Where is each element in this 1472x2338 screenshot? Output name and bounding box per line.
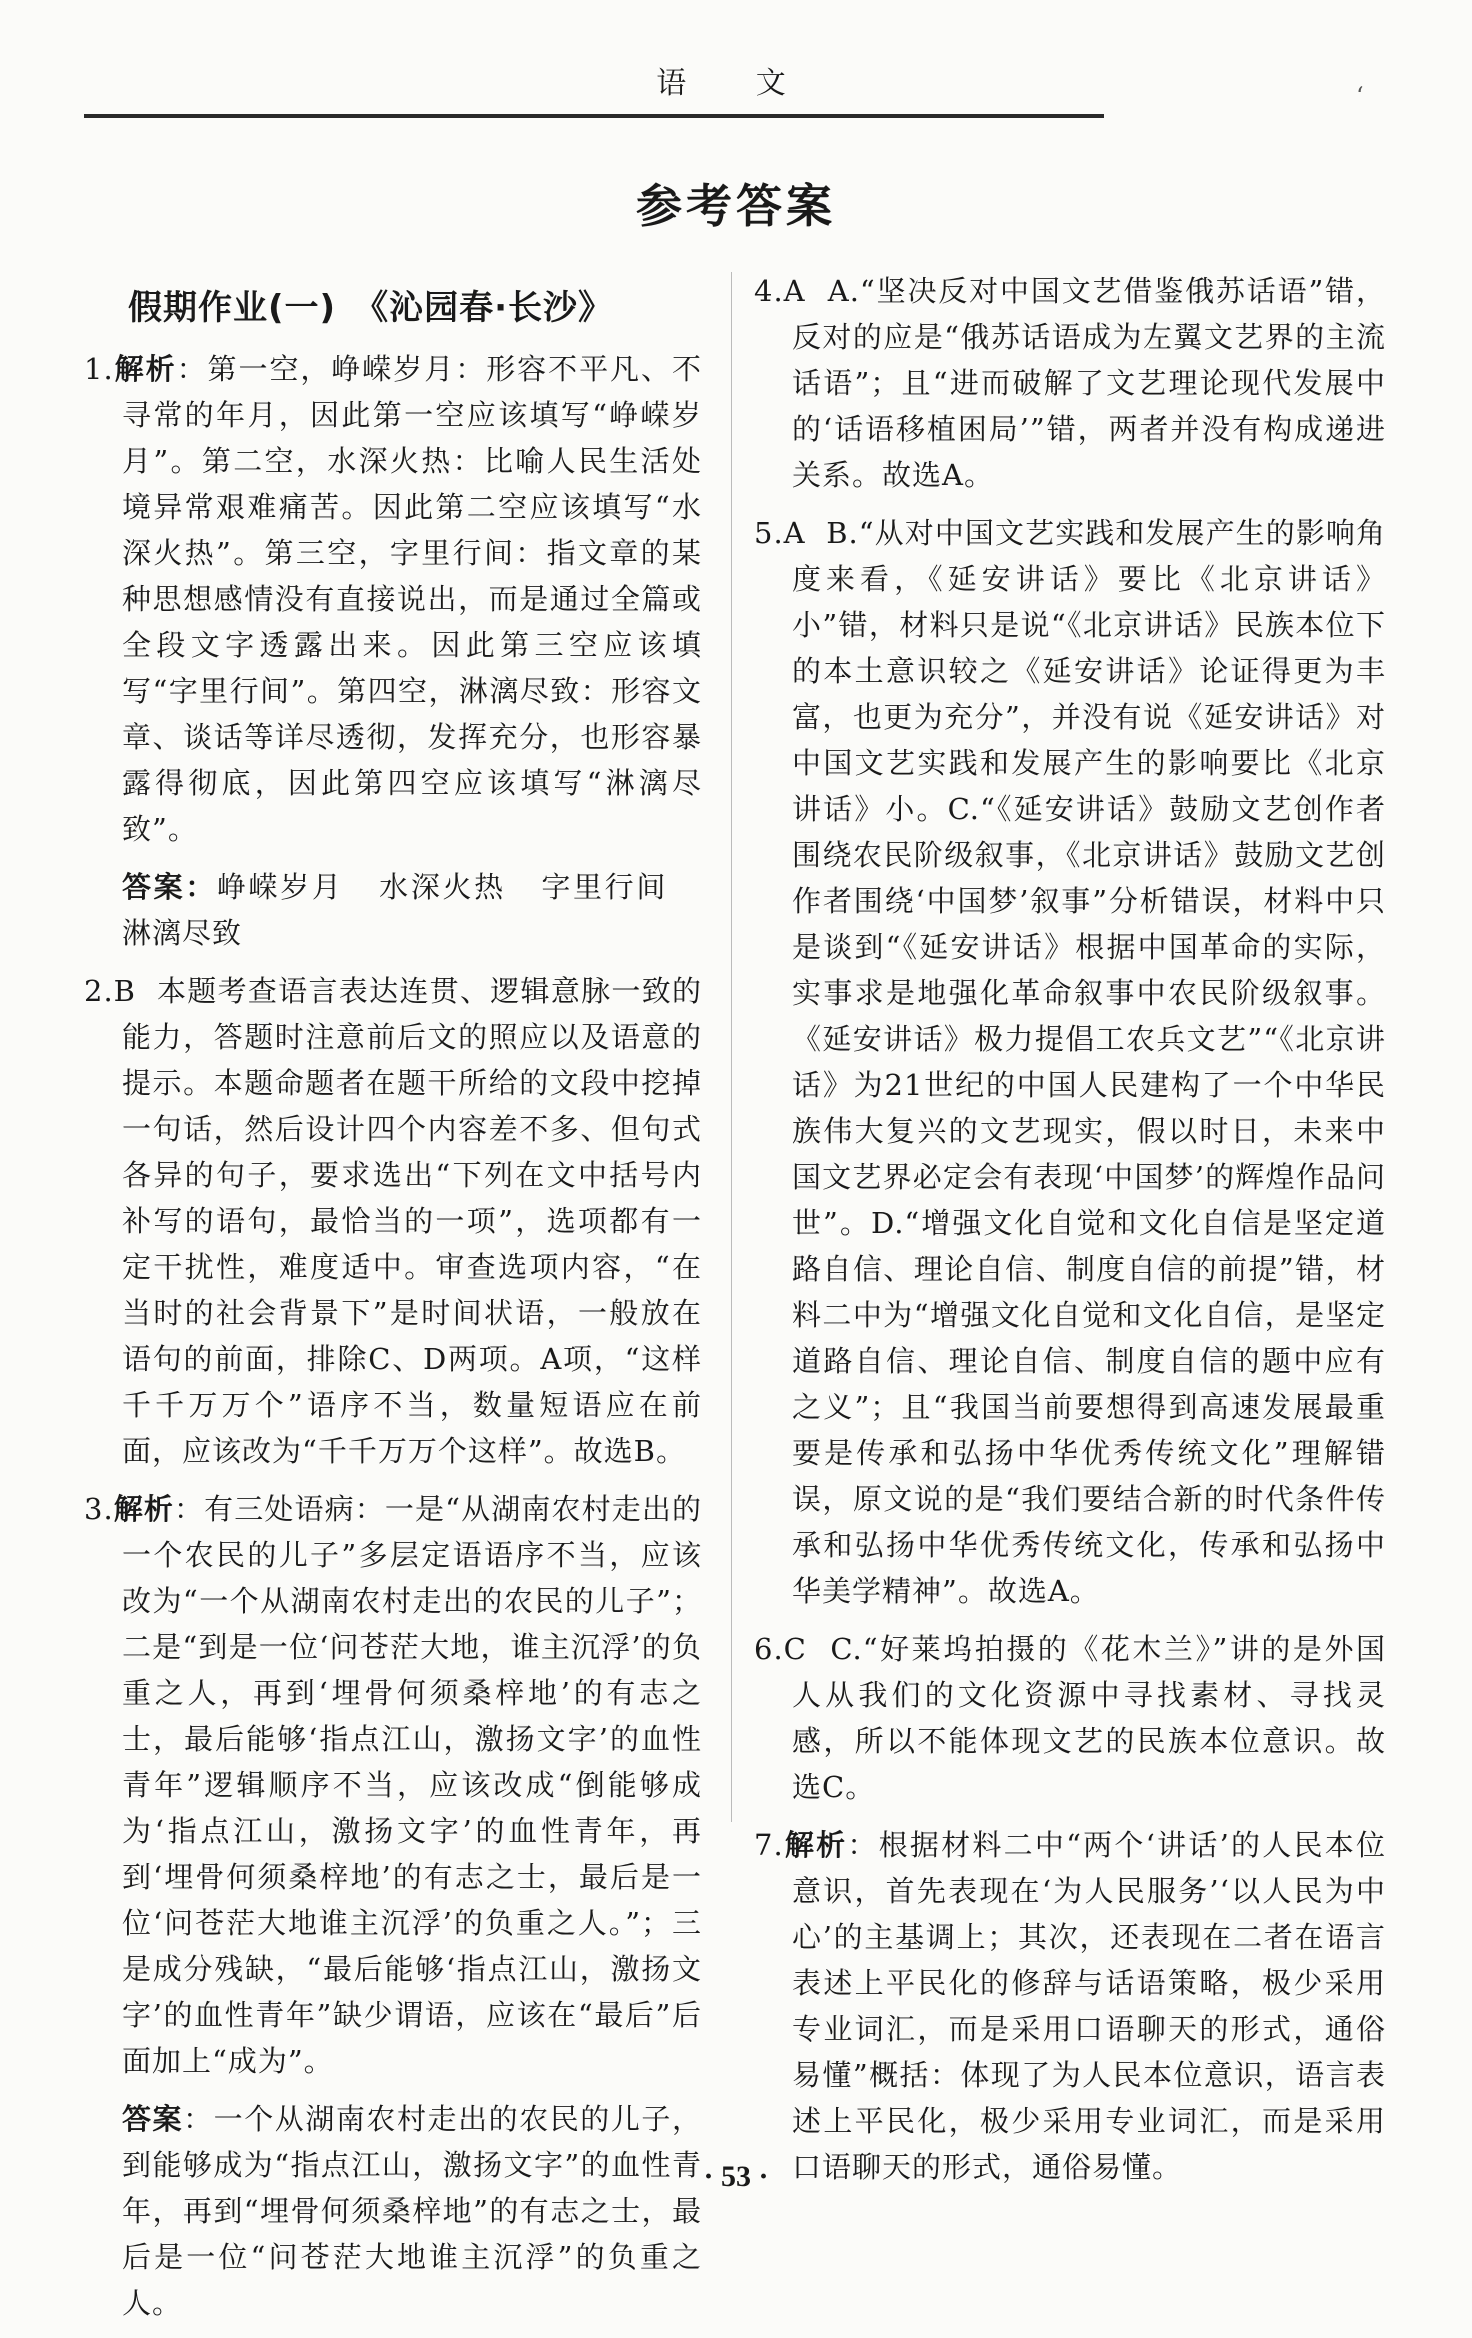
page-number: · 53 ·	[703, 2160, 769, 2193]
left-column	[84, 280, 702, 2338]
answer-item-2	[84, 968, 702, 1474]
item-text: 本题考查语言表达连贯、逻辑意脉一致的能力，答题时注意前后文的照应以及语意的提示。本题命题者在题干所给的文段中挖掉一句话，然后设计四个内容差不多、但句式各异的句子，要求选出“下列在文中括号内补写的语句，最恰当的一项”，选项都有一定干扰性，难度适中。审查选项内容，“在当时的社会背景下”是时间状语，一般放在语句的前面，排除C、D两项。A项，“这样千千万万个”语序不当，数量短语应在前面，应该改为“千千万万个这样”。故选B。	[122, 974, 702, 1468]
answer-item-1	[84, 346, 702, 852]
corner-mark: ‘	[1356, 82, 1364, 110]
answer-label: 答案	[122, 2102, 184, 2136]
item-text: ：第一空，峥嵘岁月：形容不平凡、不寻常的年月，因此第一空应该填写“峥嵘岁月”。第二空，水深火热：比喻人民生活处境异常艰难痛苦。因此第二空应该填写“水深火热”。第三空，字里行间：指文章的某种思想感情没有直接说出，而是通过全篇或全段文字透露出来。因此第三空应该填写“字里行间”。第四空，淋漓尽致：形容文章、谈话等详尽透彻，发挥充分，也形容暴露得彻底，因此第四空应该填写“淋漓尽致”。	[122, 352, 702, 846]
item-number: 1.	[84, 352, 114, 386]
answer-item-6	[754, 1626, 1386, 1810]
item-text: ：根据材料二中“两个‘讲话’的人民本位意识，首先表现在‘为人民服务’‘以人民为中心’的主基调上；其次，还表现在二者在语言表述上平民化的修辞与话语策略，极少采用专业词汇，而是采用口语聊天的形式，通俗易懂”概括：体现了为人民本位意识，语言表述上平民化，极少采用专业词汇，而是采用口语聊天的形式，通俗易懂。	[792, 1828, 1386, 2184]
item-number: 6.C	[754, 1632, 807, 1666]
header-rule	[84, 114, 1104, 118]
item-number: 3.	[84, 1492, 114, 1526]
answer-value: 水深火热	[377, 870, 506, 904]
answer-value: 字里行间	[539, 870, 668, 904]
running-head: 语 文	[656, 66, 816, 101]
item-text: A.“坚决反对中国文艺借鉴俄苏话语”错，反对的应是“俄苏话语成为左翼文艺界的主流话语”；且“进而破解了文艺理论现代发展中的‘话语移植困局’”错，两者并没有构成递进关系。故选A。	[792, 274, 1386, 492]
item-number: 2.B	[84, 974, 136, 1008]
answer-item-5	[754, 510, 1386, 1614]
answer-value: 峥嵘岁月	[216, 870, 344, 904]
item-text: C.“好莱坞拍摄的《花木兰》”讲的是外国人从我们的文化资源中寻找素材、寻找灵感，所以不能体现文艺的民族本位意识。故选C。	[792, 1632, 1387, 1804]
item-label: 解析	[113, 352, 177, 386]
answer-item-7	[754, 1822, 1386, 2190]
answer-item-4	[754, 268, 1386, 498]
answer-line-1: 答案：峥嵘岁月 水深火热 字里行间淋漓尽致	[122, 870, 668, 950]
item-text: ：有三处语病：一是“从湖南农村走出的一个农民的儿子”多层定语语序不当，应该改为“一个从湖南农村走出的农民的儿子”；二是“到是一位‘问苍茫大地，谁主沉浮’的负重之人，再到‘埋骨何须桑梓地’的有志之士，最后能够‘指点江山，激扬文字’的血性青年”逻辑顺序不当，应该改成“倒能够成为‘指点江山，激扬文字’的血性青年，再到‘埋骨何须桑梓地’的有志之士，最后是一位‘问苍茫大地谁主沉浮’的负重之人。”；三是成分残缺，“最后能够‘指点江山，激扬文字’的血性青年”缺少谓语，应该在“最后”后面加上“成为”。	[122, 1492, 702, 2078]
right-column	[754, 268, 1386, 2202]
page-title: 参考答案	[636, 179, 836, 233]
section-title: 假期作业(一) 《沁园春·长沙》	[128, 288, 613, 328]
column-divider	[731, 272, 732, 1822]
answer-value: 淋漓尽致	[122, 916, 243, 950]
answer-item-3	[84, 1486, 702, 2084]
answer-label: 答案	[122, 870, 186, 904]
item-text: B.“从对中国文艺实践和发展产生的影响角度来看，《延安讲话》要比《北京讲话》小”错，材料只是说“《北京讲话》民族本位下的本土意识较之《延安讲话》论证得更为丰富，也更为充分”，并没有说《延安讲话》对中国文艺实践和发展产生的影响要比《北京讲话》小。C.“《延安讲话》鼓励文艺创作者围绕农民阶级叙事，《北京讲话》鼓励文艺创作者围绕‘中国梦’叙事”分析错误，材料中只是谈到“《延安讲话》根据中国革命的实际，实事求是地强化革命叙事中农民阶级叙事。《延安讲话》极力提倡工农兵文艺”“《北京讲话》为21世纪的中国人民建构了一个中华民族伟大复兴的文艺现实，假以时日，未来中国文艺界必定会有表现‘中国梦’的辉煌作品问世”。D.“增强文化自觉和文化自信是坚定道路自信、理论自信、制度自信的前提”错，材料二中为“增强文化自觉和文化自信，是坚定道路自信、理论自信、制度自信的题中应有之义”；且“我国当前要想得到高速发展最重要是传承和弘扬中华优秀传统文化”理解错误，原文说的是“我们要结合新的时代条件传承和弘扬中华优秀传统文化，传承和弘扬中华美学精神”。故选A。	[792, 516, 1387, 1608]
item-number: 4.A	[754, 274, 806, 308]
answer-text: ：一个从湖南农村走出的农民的儿子，到能够成为“指点江山，激扬文字”的血性青年，再到“埋骨何须桑梓地”的有志之士，最后是一位“问苍茫大地谁主沉浮”的负重之人。	[122, 2102, 702, 2320]
item-label: 解析	[113, 1492, 175, 1526]
item-number: 5.A	[754, 516, 806, 550]
item-number: 7.	[754, 1828, 784, 1862]
answer-line-3	[84, 2096, 702, 2326]
item-label: 解析	[783, 1828, 848, 1862]
